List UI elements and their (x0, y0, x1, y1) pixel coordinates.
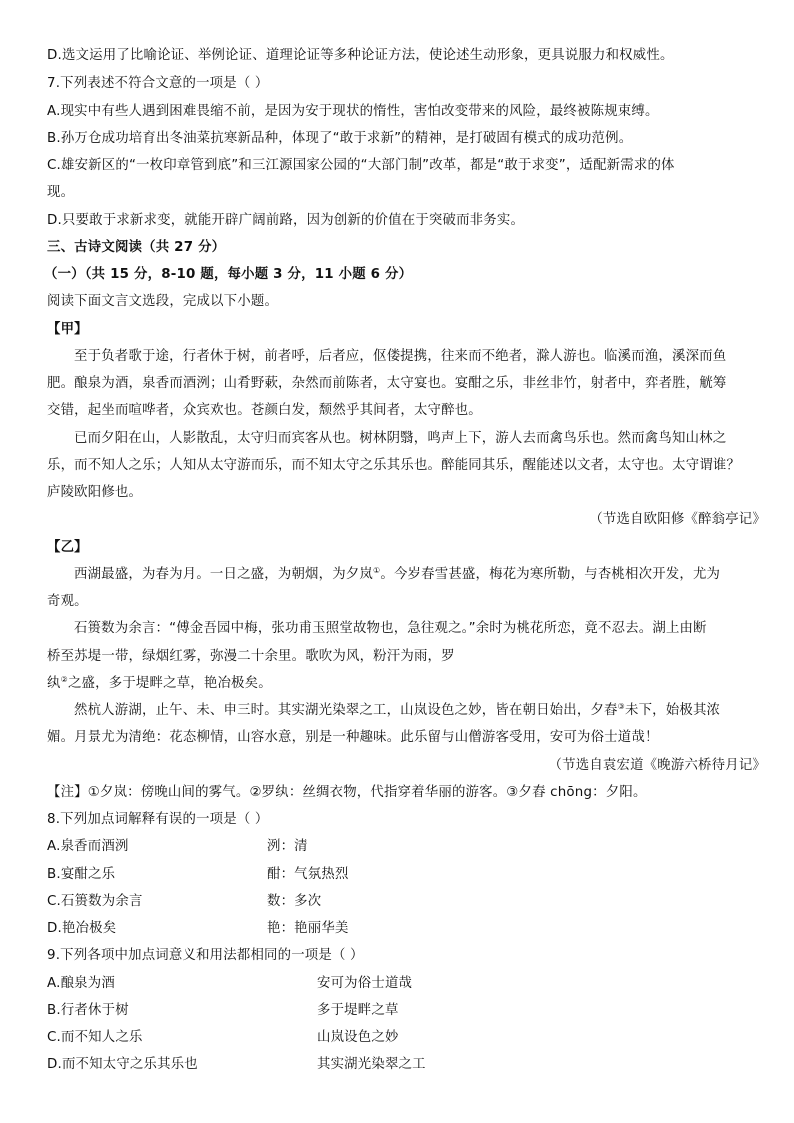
passage-yi-line-7: 媚。月景尤为清绝：花态柳情，山容水意，别是一种趣味。此乐留与山僧游客受用，安可为俗士道哉！ (47, 730, 659, 745)
q7-option-c-cont: 现。 (47, 185, 75, 200)
q9-option-d-left: D.而不知太守之乐其乐也 (47, 1057, 198, 1072)
footnote-marker: ① (373, 566, 381, 575)
footnotes: 【注】①夕岚：傍晚山间的雾气。②罗纨：丝绸衣物，代指穿着华丽的游客。③夕舂 chōng：夕阳。 (47, 785, 647, 800)
q9-option-c-left: C.而不知人之乐 (47, 1030, 143, 1045)
q8-option-c (47, 893, 747, 911)
q9-option-a (47, 975, 747, 993)
reading-instruction: 阅读下面文言文选段，完成以下小题。 (47, 294, 279, 309)
q9-option-b-left: B.行者休于树 (47, 1003, 129, 1018)
q8-option-a-gloss: 洌：清 (267, 839, 308, 854)
q9-option-d-right: 其实湖光染翠之工 (317, 1057, 426, 1072)
q9-option-d (47, 1056, 747, 1074)
q9-option-c (47, 1029, 747, 1047)
passage-jia-source: （节选自欧阳修《醉翁亭记》 (589, 512, 766, 527)
passage-yi-line-1 (74, 566, 774, 584)
q7-option-b: B.孙万仓成功培育出冬油菜抗寒新品种，体现了“敢于求新”的精神，是打破固有模式的成功范例。 (47, 131, 633, 146)
passage-yi-line-2: 奇观。 (47, 594, 88, 609)
q7-option-d: D.只要敢于求新求变，就能开辟广阔前路，因为创新的价值在于突破而非务实。 (47, 213, 525, 228)
q7-stem: 7.下列表述不符合文意的一项是（ ） (47, 76, 269, 91)
passage-yi-text: 之盛，多于堤畔之草，艳冶极矣。 (67, 676, 272, 691)
section-subtitle: （一）（共 15 分，8-10 题，每小题 3 分，11 小题 6 分） (44, 267, 413, 282)
passage-yi-text: 纨 (47, 676, 61, 691)
q7-option-a: A.现实中有些人遇到困难畏缩不前，是因为安于现状的惰性，害怕改变带来的风险，最终被陈规束缚。 (47, 104, 659, 119)
footnote-marker: ③ (617, 702, 625, 711)
q9-option-a-right: 安可为俗士道哉 (317, 976, 413, 991)
q8-option-a-word: A.泉香而酒洌 (47, 839, 129, 854)
passage-yi-text: 然杭人游湖，止午、未、申三时。其实湖光染翠之工，山岚设色之妙，皆在朝日始出，夕舂 (74, 703, 618, 718)
passage-jia-line-2: 肥。酿泉为酒，泉香而酒洌；山肴野蔌，杂然而前陈者，太守宴也。宴酣之乐，非丝非竹，射者中，弈者胜，觥筹 (47, 376, 727, 391)
passage-jia-line-5: 乐，而不知人之乐；人知从太守游而乐，而不知太守之乐其乐也。醉能同其乐，醒能述以文者，太守也。太守谓谁？ (47, 458, 741, 473)
passage-yi-line-6 (74, 702, 774, 720)
q8-option-d-word: D.艳冶极矣 (47, 921, 117, 936)
passage-yi-line-3: 石篑数为余言：“傅金吾园中梅，张功甫玉照堂故物也，急往观之。”余时为桃花所恋，竟不忍去。湖上由断 (74, 621, 707, 636)
q8-option-b (47, 866, 747, 884)
q8-option-b-word: B.宴酣之乐 (47, 867, 116, 882)
passage-yi-text: 西湖最盛，为春为月。一日之盛，为朝烟，为夕岚 (74, 567, 373, 582)
q9-option-a-left: A.酿泉为酒 (47, 976, 115, 991)
q9-option-c-right: 山岚设色之妙 (317, 1030, 399, 1045)
footnote-marker: ② (60, 675, 68, 684)
q9-option-b-right: 多于堤畔之草 (317, 1003, 399, 1018)
q6-option-d: D.选文运用了比喻论证、举例论证、道理论证等多种论证方法，使论述生动形象，更具说服力和权威性。 (47, 48, 674, 63)
passage-jia-line-4: 已而夕阳在山，人影散乱，太守归而宾客从也。树林阴翳，鸣声上下，游人去而禽鸟乐也。然而禽鸟知山林之 (74, 431, 727, 446)
passage-yi-text: 。今岁春雪甚盛，梅花为寒所勒，与杏桃相次开发，尤为 (380, 567, 721, 582)
section-title: 三、古诗文阅读（共 27 分） (47, 240, 226, 255)
passage-jia-label: 【甲】 (47, 322, 88, 337)
q8-stem: 8.下列加点词解释有误的一项是（ ） (47, 812, 269, 827)
q8-option-b-gloss: 酣：气氛热烈 (267, 867, 349, 882)
passage-jia-line-3: 交错，起坐而喧哗者，众宾欢也。苍颜白发，颓然乎其间者，太守醉也。 (47, 403, 482, 418)
passage-yi-text: 未下，始极其浓 (625, 703, 721, 718)
q8-option-a (47, 838, 747, 856)
passage-jia-line-6: 庐陵欧阳修也。 (47, 485, 143, 500)
q8-option-d (47, 920, 747, 938)
q8-option-c-gloss: 数：多次 (267, 894, 322, 909)
passage-jia-line-1: 至于负者歌于途，行者休于树，前者呼，后者应，伛偻提携，往来而不绝者，滁人游也。临溪而渔，溪深而鱼 (74, 349, 727, 364)
passage-yi-source: （节选自袁宏道《晚游六桥待月记》 (548, 758, 766, 773)
q8-option-d-gloss: 艳：艳丽华美 (267, 921, 349, 936)
passage-yi-line-4: 桥至苏堤一带，绿烟红雾，弥漫二十余里。歌吹为风，粉汗为雨，罗 (47, 649, 455, 664)
passage-yi-label: 【乙】 (47, 540, 88, 555)
q8-option-c-word: C.石篑数为余言 (47, 894, 143, 909)
q7-option-c: C.雄安新区的“一枚印章管到底”和三江源国家公园的“大部门制”改革，都是“敢于求变”，适配新需求的体 (47, 158, 675, 173)
q9-stem: 9.下列各项中加点词意义和用法都相同的一项是（ ） (47, 948, 364, 963)
passage-yi-line-5 (47, 675, 747, 693)
q9-option-b (47, 1002, 747, 1020)
